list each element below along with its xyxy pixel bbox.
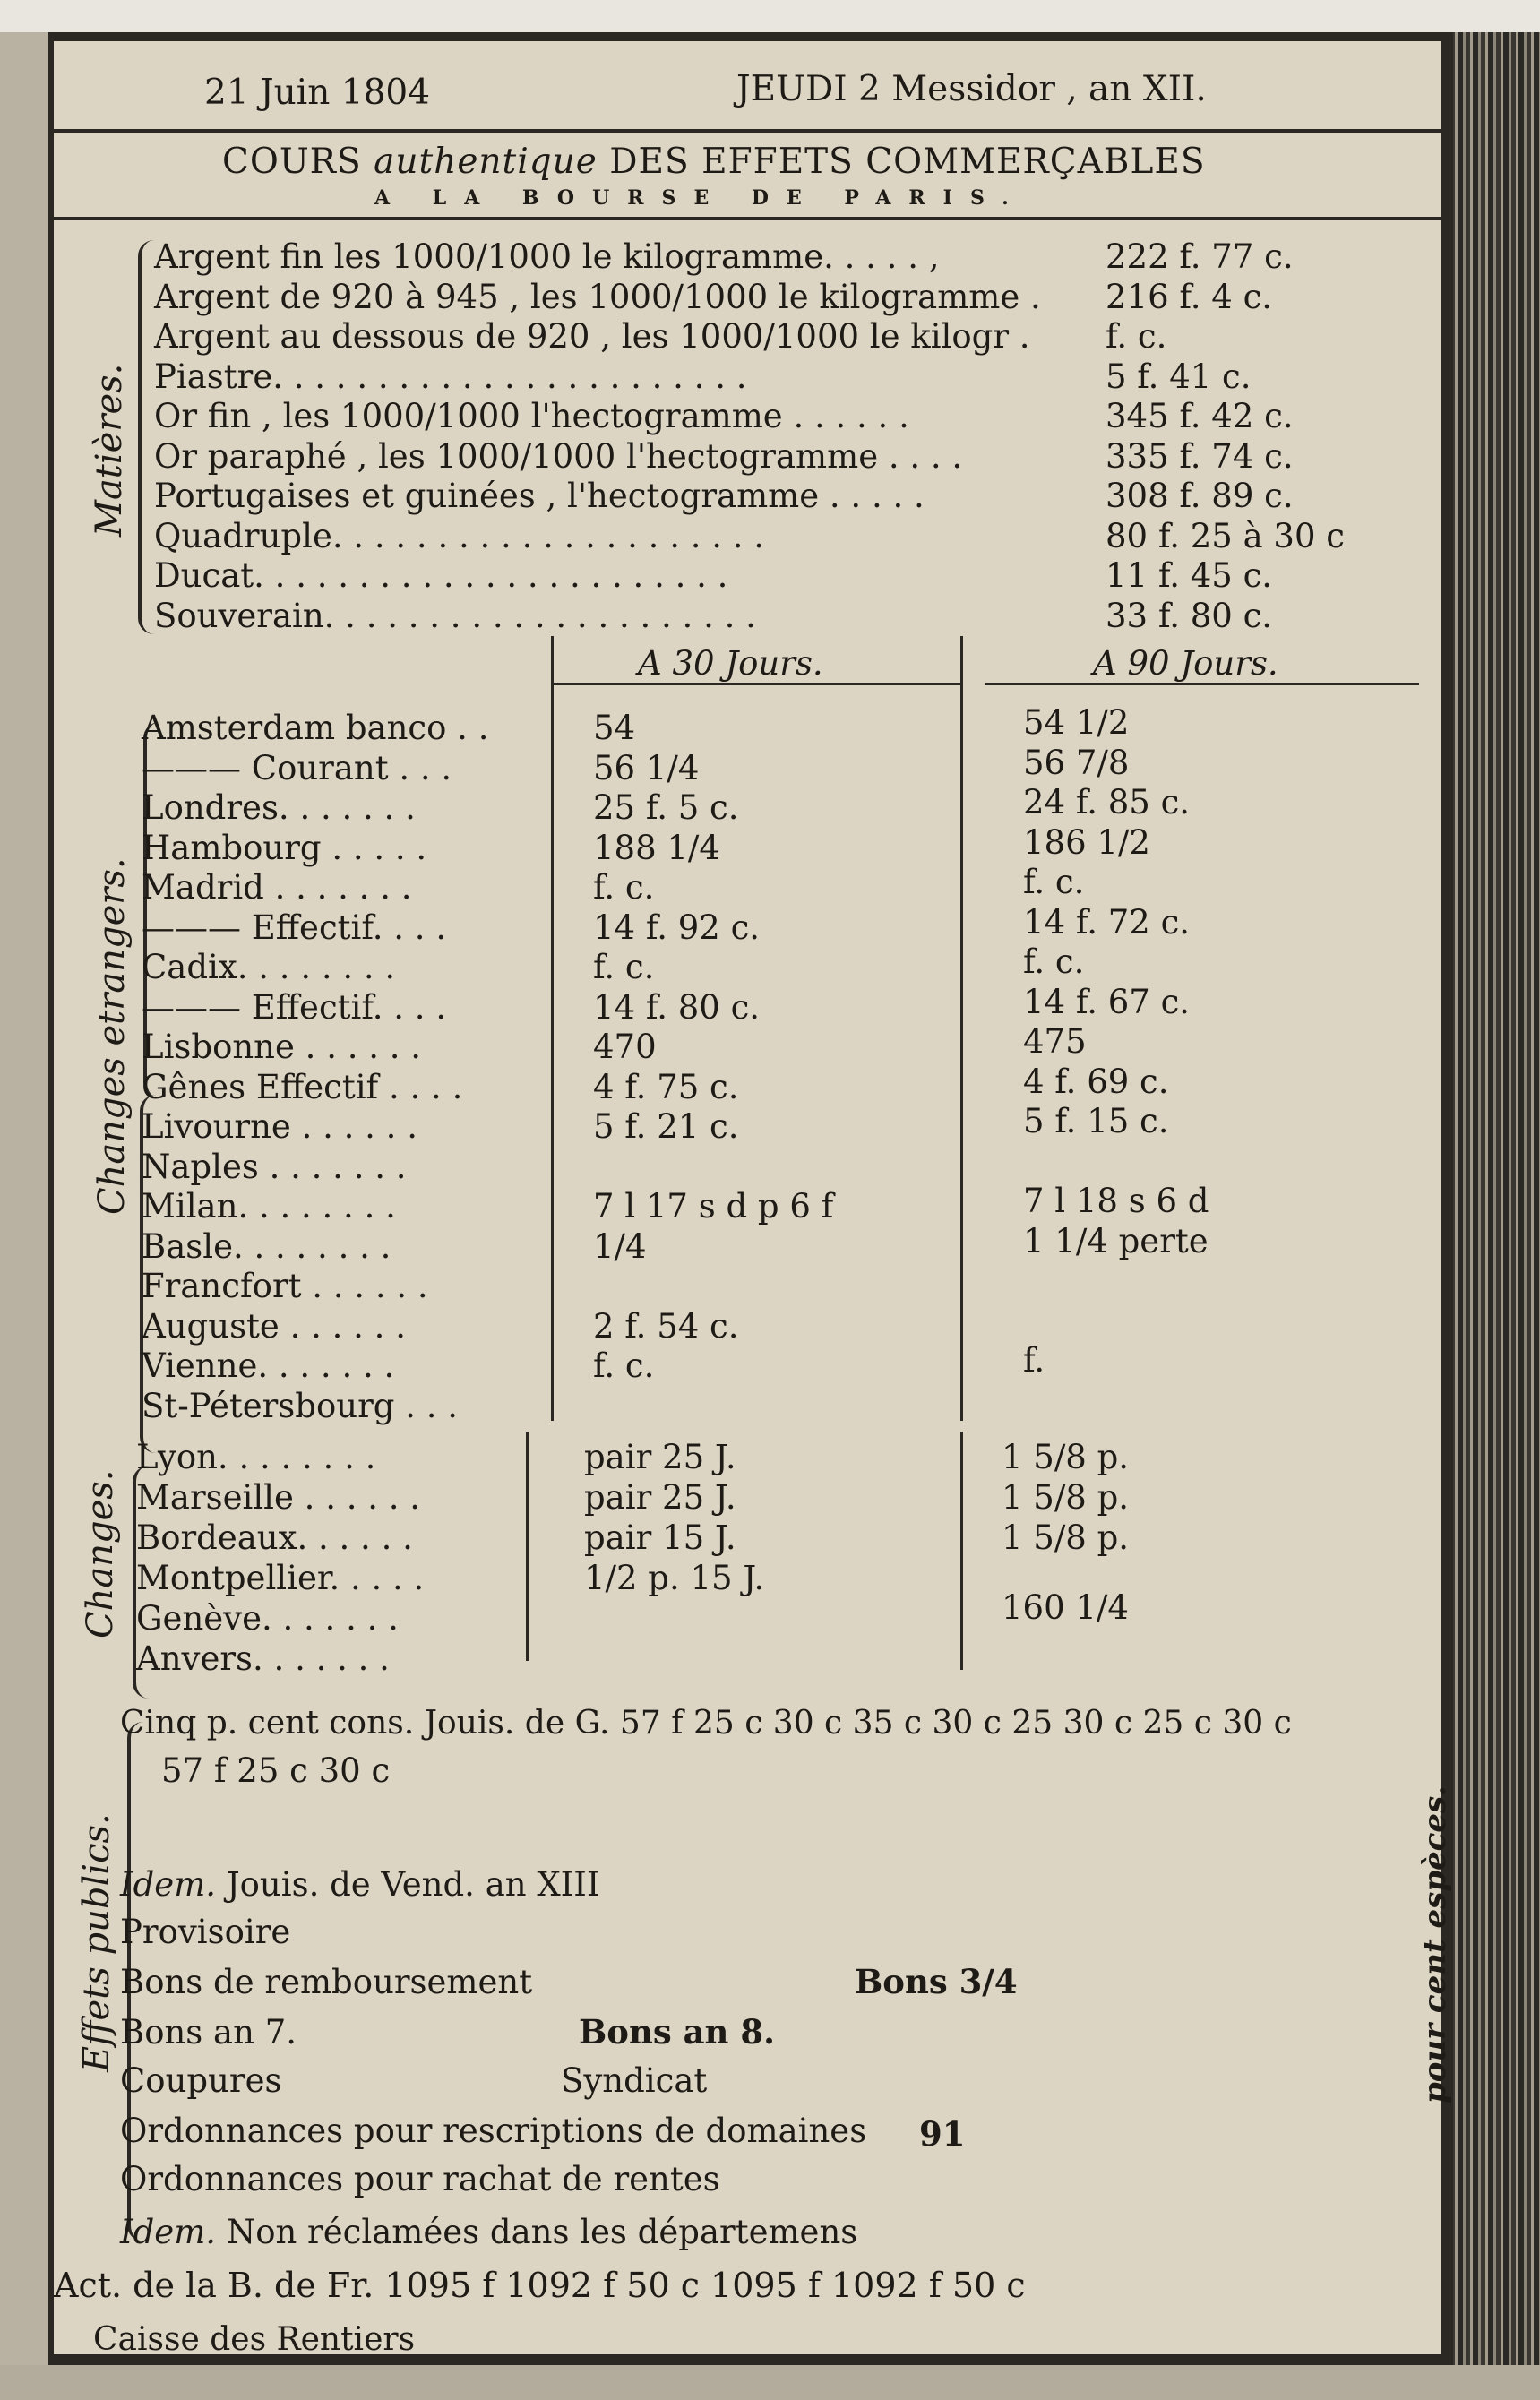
idem-non-reclamees (120, 2213, 857, 2251)
changes-etrangers-30-jours: f. c. (593, 948, 655, 986)
column-rule-mid (960, 636, 963, 1421)
changes-etrangers-label: Livourne . . . . . . (142, 1107, 417, 1146)
changes-etrangers-label: Hambourg . . . . . (142, 828, 427, 867)
changes-etrangers-90-jours: 14 f. 67 c. (1023, 982, 1191, 1021)
title-part-a: COURS (222, 142, 362, 182)
changes-etrangers-label: Vienne. . . . . . . (142, 1346, 395, 1385)
table-rule-top (553, 683, 961, 685)
page-title (222, 142, 1206, 182)
bulletin-page (48, 32, 1453, 2365)
brace-matieres (138, 240, 154, 634)
changes-etrangers-label: Gênes Effectif . . . . (142, 1067, 463, 1106)
actions-banque-de-france: Act. de la B. de Fr. 1095 f 1092 f 50 c 1095 f 1092 f 50 c (54, 2266, 1026, 2305)
changes-etrangers-30-jours: 188 1/4 (593, 828, 720, 867)
changes-etrangers-label: ——— Effectif. . . . (142, 987, 447, 1027)
changes-etrangers-30-jours: 1/4 (593, 1226, 647, 1266)
changes-etrangers-30-jours: 5 f. 21 c. (593, 1107, 739, 1146)
matieres-value: 345 f. 42 c. (1106, 397, 1294, 435)
changes-label: Montpellier. . . . . (136, 1559, 425, 1597)
changes-etrangers-30-jours: 4 f. 75 c. (593, 1067, 739, 1106)
changes-etrangers-90-jours: 14 f. 72 c. (1023, 902, 1191, 942)
header-rule (54, 129, 1441, 133)
changes-etrangers-label: Amsterdam banco . . (142, 709, 489, 747)
changes-etrangers-30-jours: 25 f. 5 c. (593, 788, 739, 827)
changes-90-jours: 160 1/4 (1002, 1588, 1129, 1627)
changes-etrangers-90-jours: f. c. (1023, 942, 1085, 981)
changes-30-jours: pair 15 J. (584, 1518, 736, 1557)
matieres-value: 308 f. 89 c. (1106, 477, 1294, 515)
column-rule-left (551, 636, 554, 1421)
scan-top-margin (0, 0, 1540, 32)
changes-etrangers-30-jours: f. c. (593, 1346, 655, 1385)
syndicat: Syndicat (561, 2061, 708, 2100)
changes-etrangers-30-jours: 14 f. 92 c. (593, 908, 761, 947)
cinq-pour-cent-line-2: 57 f 25 c 30 c (161, 1751, 391, 1790)
matieres-value: 11 f. 45 c. (1106, 556, 1273, 595)
matieres-value: 5 f. 41 c. (1106, 357, 1252, 396)
date-left: 21 Juin 1804 (204, 73, 431, 113)
changes-etrangers-90-jours: 54 1/2 (1023, 703, 1130, 742)
changes-etrangers-label: Francfort . . . . . . (142, 1267, 428, 1305)
changes-30-jours: 1/2 p. 15 J. (584, 1559, 765, 1597)
changes-etrangers-90-jours: f. (1023, 1341, 1045, 1380)
bons-an-7: Bons an 7. (120, 2013, 297, 2052)
matieres-label: Argent fin les 1000/1000 le kilogramme. . . . . , (154, 237, 940, 276)
cinq-pour-cent-line-1: Cinq p. cent cons. Jouis. de G. 57 f 25 c 30 c 35 c 30 c 25 30 c 25 c 30 c (120, 1705, 1292, 1742)
changes-30-jours: pair 25 J. (584, 1478, 736, 1517)
changes-etrangers-label: Basle. . . . . . . . (142, 1226, 391, 1266)
changes-etrangers-90-jours: 1 1/4 perte (1023, 1221, 1209, 1260)
matieres-label: Portugaises et guinées , l'hectogramme . . . . . (154, 477, 925, 515)
changes-etrangers-30-jours: 54 (593, 709, 636, 747)
changes-90-jours: 1 5/8 p. (1002, 1518, 1130, 1557)
changes-label: Genève. . . . . . . (136, 1599, 399, 1638)
bons-3-4: Bons 3/4 (855, 1962, 1018, 2001)
changes-etrangers-90-jours: 5 f. 15 c. (1023, 1102, 1169, 1140)
matieres-value: 33 f. 80 c. (1106, 596, 1273, 635)
title-part-c: DES EFFETS COMMERÇABLES (609, 142, 1206, 182)
changes-label: Bordeaux. . . . . . (136, 1518, 413, 1557)
matieres-value: 80 f. 25 à 30 c (1106, 516, 1345, 555)
changes-etrangers-90-jours: 4 f. 69 c. (1023, 1062, 1169, 1101)
changes-90-jours: 1 5/8 p. (1002, 1478, 1130, 1517)
changes-etrangers-label: Madrid . . . . . . . (142, 868, 412, 907)
changes-etrangers-90-jours: 186 1/2 (1023, 822, 1150, 862)
idem2-text: Non réclamées dans les départemens (226, 2213, 858, 2251)
column-rule-mid-lower (960, 1432, 963, 1670)
title-rule (54, 217, 1441, 220)
bons-an-8: Bons an 8. (579, 2012, 775, 2052)
page-subtitle: A LA BOURSE DE PARIS. (374, 186, 1027, 210)
changes-etrangers-label: Cadix. . . . . . . . (142, 948, 396, 986)
matieres-label: Argent de 920 à 945 , les 1000/1000 le kilogramme . (154, 277, 1041, 316)
scan-bottom-margin (0, 2365, 1540, 2400)
changes-etrangers-label: Lisbonne . . . . . . (142, 1028, 422, 1066)
matieres-label: Argent au dessous de 920 , les 1000/1000 le kilogr . (154, 317, 1030, 356)
bons-de-remboursement: Bons de remboursement (120, 1963, 533, 2001)
changes-etrangers-label: Londres. . . . . . . (142, 788, 416, 827)
changes-etrangers-90-jours: 7 l 18 s 6 d (1023, 1182, 1209, 1220)
matieres-label: Piastre. . . . . . . . . . . . . . . . . . . . . . . (154, 357, 747, 396)
changes-etrangers-30-jours: 7 l 17 s d p 6 f (593, 1187, 834, 1226)
changes-etrangers-30-jours: 470 (593, 1028, 657, 1066)
matieres-label: Or paraphé , les 1000/1000 l'hectogramme . . . . (154, 436, 963, 476)
provisoire: Provisoire (120, 1913, 291, 1951)
matieres-value: 335 f. 74 c. (1106, 436, 1294, 476)
idem-prefix: Idem. (120, 1865, 217, 1904)
ordonnances-rescriptions: Ordonnances pour rescriptions de domaines (120, 2112, 867, 2150)
section-label-effets-publics: Effets publics. (76, 1813, 117, 2072)
section-label-matieres: Matières. (89, 363, 130, 537)
column-rule-left-lower (526, 1432, 529, 1661)
idem2-prefix: Idem. (120, 2213, 217, 2251)
changes-etrangers-30-jours: 2 f. 54 c. (593, 1306, 739, 1346)
table-rule-top-right (985, 683, 1419, 685)
ordonnances-rescriptions-value: 91 (919, 2114, 966, 2154)
changes-etrangers-90-jours: 24 f. 85 c. (1023, 783, 1191, 822)
changes-etrangers-30-jours: 14 f. 80 c. (593, 987, 761, 1027)
side-label-pour-cent-especes: pour cent espèces. (1417, 1785, 1453, 2103)
matieres-label: Ducat. . . . . . . . . . . . . . . . . . . . . . . (154, 556, 728, 595)
changes-etrangers-label: St-Pétersbourg . . . (142, 1386, 459, 1425)
matieres-value: 222 f. 77 c. (1106, 237, 1294, 276)
changes-etrangers-90-jours: 475 (1023, 1022, 1087, 1061)
changes-etrangers-90-jours: f. c. (1023, 863, 1085, 901)
changes-label: Lyon. . . . . . . . (136, 1438, 376, 1476)
matieres-label: Quadruple. . . . . . . . . . . . . . . . . . . . . (154, 516, 765, 555)
changes-etrangers-90-jours: 56 7/8 (1023, 743, 1130, 782)
changes-etrangers-label: ——— Courant . . . (142, 748, 452, 787)
matieres-label: Souverain. . . . . . . . . . . . . . . . . . . . . (154, 596, 756, 635)
changes-etrangers-label: Naples . . . . . . . (142, 1147, 407, 1186)
ordonnances-rachat: Ordonnances pour rachat de rentes (120, 2160, 720, 2198)
changes-etrangers-label: Milan. . . . . . . . (142, 1187, 396, 1226)
column-header-30-jours: A 30 Jours. (638, 644, 823, 683)
changes-etrangers-30-jours: 56 1/4 (593, 748, 700, 787)
changes-label: Anvers. . . . . . . (136, 1639, 390, 1678)
book-page-edges (1442, 32, 1540, 2370)
changes-90-jours: 1 5/8 p. (1002, 1438, 1130, 1476)
date-right: JEUDI 2 Messidor , an XII. (736, 69, 1207, 109)
section-label-changes-etrangers: Changes etrangers. (91, 857, 133, 1215)
title-part-b: authentique (374, 142, 598, 182)
changes-etrangers-label: Auguste . . . . . . (142, 1306, 406, 1346)
changes-etrangers-label: ——— Effectif. . . . (142, 908, 447, 947)
changes-etrangers-30-jours: f. c. (593, 868, 655, 907)
changes-30-jours: pair 25 J. (584, 1438, 736, 1476)
changes-label: Marseille . . . . . . (136, 1478, 421, 1517)
column-header-90-jours: A 90 Jours. (1093, 644, 1278, 683)
idem-jouis-vend (120, 1865, 600, 1904)
idem-text: Jouis. de Vend. an XIII (226, 1865, 600, 1904)
coupures: Coupures (120, 2061, 282, 2100)
matieres-label: Or fin , les 1000/1000 l'hectogramme . . . . . . (154, 397, 909, 435)
section-label-changes: Changes. (80, 1469, 121, 1639)
caisse-des-rentiers: Caisse des Rentiers (93, 2321, 416, 2358)
matieres-value: 216 f. 4 c. (1106, 277, 1273, 316)
matieres-value: f. c. (1106, 317, 1167, 356)
